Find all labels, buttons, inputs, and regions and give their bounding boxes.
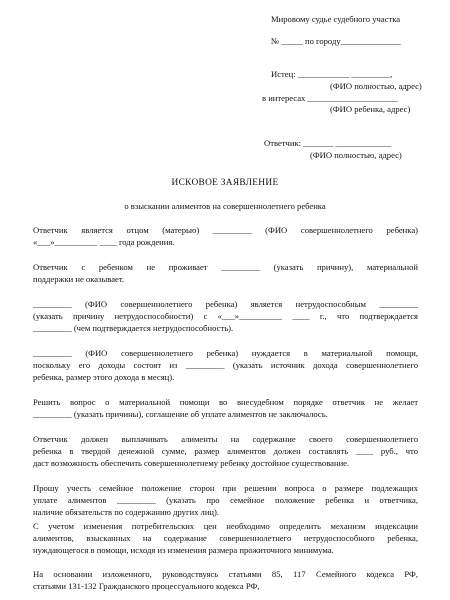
paragraph-line: статьями 131-132 Гражданского процессуального кодекса РФ,	[33, 581, 260, 591]
document-title: ИСКОВОЕ ЗАЯВЛЕНИЕ	[171, 178, 279, 188]
paragraph-line: наличие обязательств по содержанию других лиц).	[33, 507, 220, 517]
paragraph-line: «___»__________ ____ года рождения.	[33, 237, 175, 247]
plaintiff-note: (ФИО полностью, адрес)	[330, 81, 422, 91]
paragraph-line: С учетом изменения потребительских цен необходимо определить механизм индексации	[33, 521, 418, 531]
paragraph-line: Ответчик должен выплачивать алименты на содержание своего совершеннолетнего	[33, 434, 418, 444]
court-number-city: № _____ по городу______________	[271, 36, 401, 46]
paragraph-line: поддержки не оказывает.	[33, 274, 125, 284]
document-subtitle: о взыскании алиментов на совершеннолетнего ребенка	[124, 201, 326, 211]
defendant-note: (ФИО полностью, адрес)	[310, 150, 402, 160]
paragraph-line: (указать причину нетрудоспособности) с «___»__________ ____ г., что подтверждается	[33, 311, 418, 321]
court-addressee: Мировому судье судебного участка	[271, 14, 401, 24]
paragraph-line: уплате алиментов _________ (указать про семейное положение ребенка и ответчика,	[33, 495, 418, 505]
paragraph-line: _________ (ФИО совершеннолетнего ребенка) нуждается в материальной помощи,	[33, 348, 418, 358]
paragraph-line: даст возможность обеспечить совершеннолетнему ребенку достойное существование.	[33, 458, 350, 468]
paragraph-line: _________ (указать причины), соглашение об уплате алиментов не заключалось.	[33, 409, 328, 419]
child-note: (ФИО ребенка, адрес)	[330, 104, 411, 114]
paragraph-line: На основании изложенного, руководствуясь статьями 85, 117 Семейного кодекса РФ,	[33, 569, 418, 579]
in-interests-line: в интересах _____________________	[262, 93, 398, 103]
paragraph-line: поскольку его доходы состоят из _________ (указать источник дохода совершеннолетнего	[33, 360, 418, 370]
paragraph-line: Решить вопрос о материальной помощи во внесудебном порядке ответчик не желает	[33, 397, 418, 407]
paragraph-line: ребенка в твердой денежной сумме, размер алиментов должен составлять ____ руб., что	[33, 446, 418, 456]
paragraph-line: нуждающегося в помощи, исходя из изменения размера прожиточного минимума.	[33, 545, 334, 555]
paragraph-line: Ответчик с ребенком не проживает _________ (указать причину), материальной	[33, 262, 418, 272]
paragraph-line: _________ (ФИО совершеннолетнего ребенка) является нетрудоспособным _________	[33, 299, 418, 309]
defendant-line: Ответчик: _______ _____________	[264, 138, 392, 148]
paragraph-line: Ответчик является отцом (матерью) _________ (ФИО совершеннолетнего ребенка)	[33, 225, 418, 235]
paragraph-line: Прошу учесть семейное положение сторон при решении вопроса о размере подлежащих	[33, 483, 418, 493]
plaintiff-line: Истец: ____________ _________,	[271, 69, 393, 79]
paragraph-line: _________ (чем подтверждается нетрудоспособность).	[33, 323, 234, 333]
paragraph-line: алиментов, взысканных на содержание совершеннолетнего нетрудоспособного ребенка,	[33, 533, 418, 543]
paragraph-line: ребенка, размер этого дохода в месяц).	[33, 372, 175, 382]
